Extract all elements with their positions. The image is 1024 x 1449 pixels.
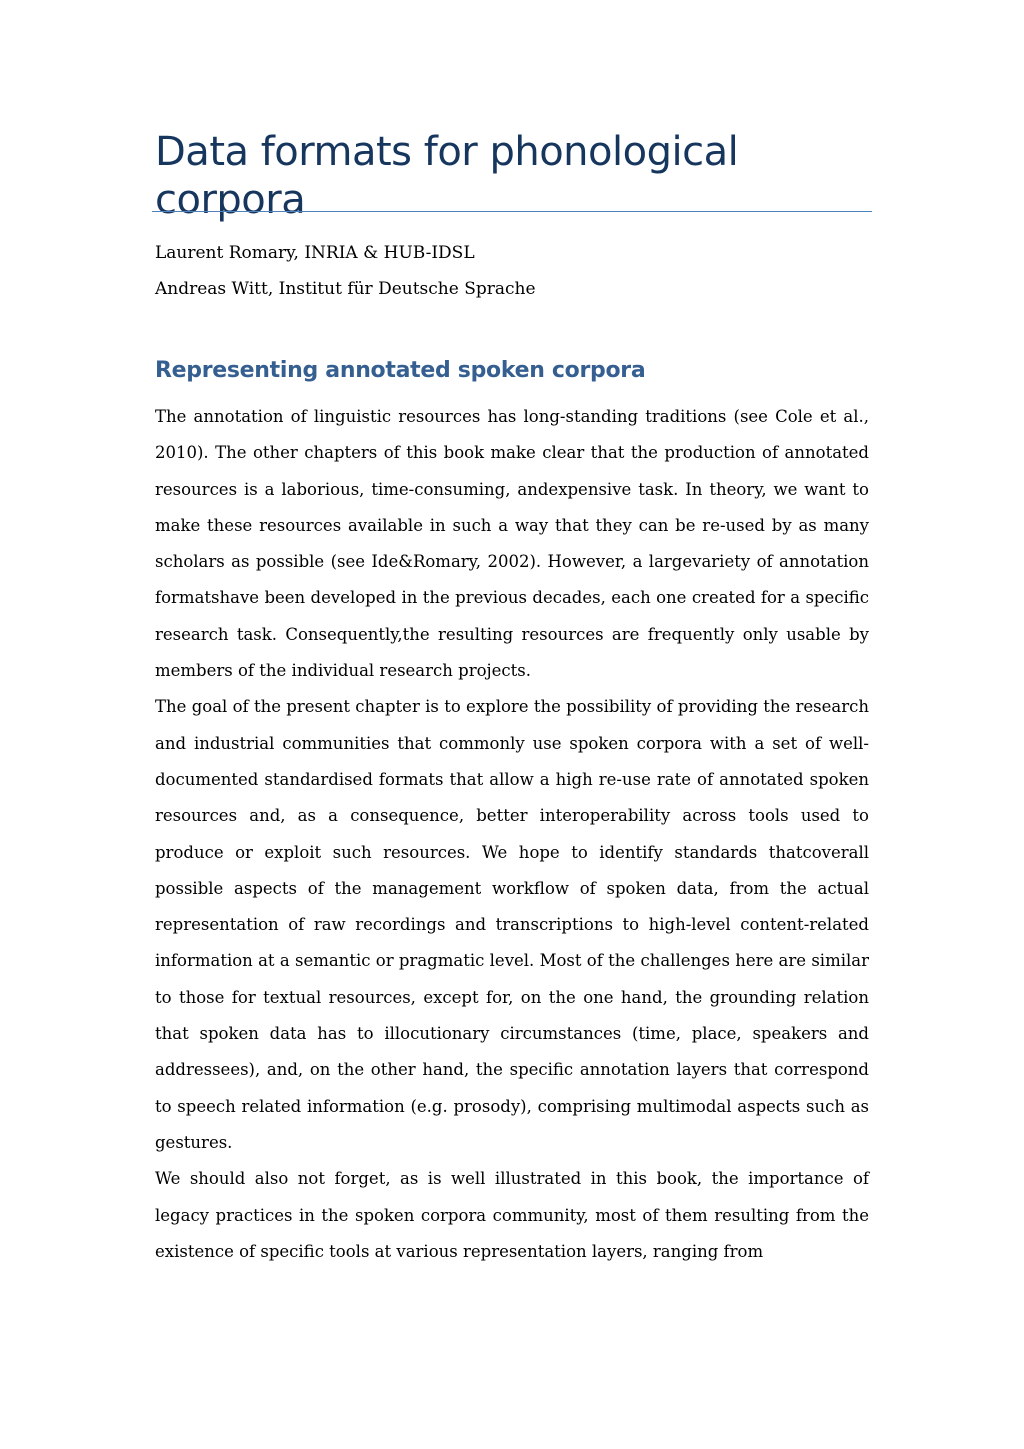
document-title: Data formats for phonological corpora [155, 129, 739, 223]
paragraph: The annotation of linguistic resources has long-standing traditions (see Cole et al., 2010). The other chapters of this book make clear that the production of annotated resources is a laborious, time-consuming, andexpensive task. In theory, we want to make these resources available in such a way that they can be re-used by as many scholars as possible (see Ide&Romary, 2002). However, a largevariety of annotation formatshave been developed in the previous decades, each one created for a specific research task. Consequently,the resulting resources are frequently only usable by members of the individual research projects. [155, 407, 869, 681]
title-divider [152, 211, 872, 212]
title-block [155, 128, 869, 224]
body-text [155, 399, 869, 1270]
section-heading: Representing annotated spoken corpora [155, 358, 646, 383]
paragraph: We should also not forget, as is well illustrated in this book, the importance of legacy practices in the spoken corpora community, most of them resulting from the existence of specific tools at various representation layers, ranging from [155, 1169, 869, 1261]
author-line: Laurent Romary, INRIA & HUB-IDSL [155, 243, 475, 263]
author-line: Andreas Witt, Institut für Deutsche Sprache [155, 279, 536, 299]
author-list [155, 240, 869, 312]
paragraph: The goal of the present chapter is to explore the possibility of providing the research and industrial communities that commonly use spoken corpora with a set of well-documented standardised formats that allow a high re-use rate of annotated spoken resources and, as a consequence, better interoperability across tools used to produce or exploit such resources. We hope to identify standards thatcoverall possible aspects of the management workflow of spoken data, from the actual representation of raw recordings and transcriptions to high-level content-related information at a semantic or pragmatic level. Most of the challenges here are similar to those for textual resources, except for, on the one hand, the grounding relation that spoken data has to illocutionary circumstances (time, place, speakers and addressees), and, on the other hand, the specific annotation layers that correspond to speech related information (e.g. prosody), comprising multimodal aspects such as gestures. [155, 697, 869, 1152]
